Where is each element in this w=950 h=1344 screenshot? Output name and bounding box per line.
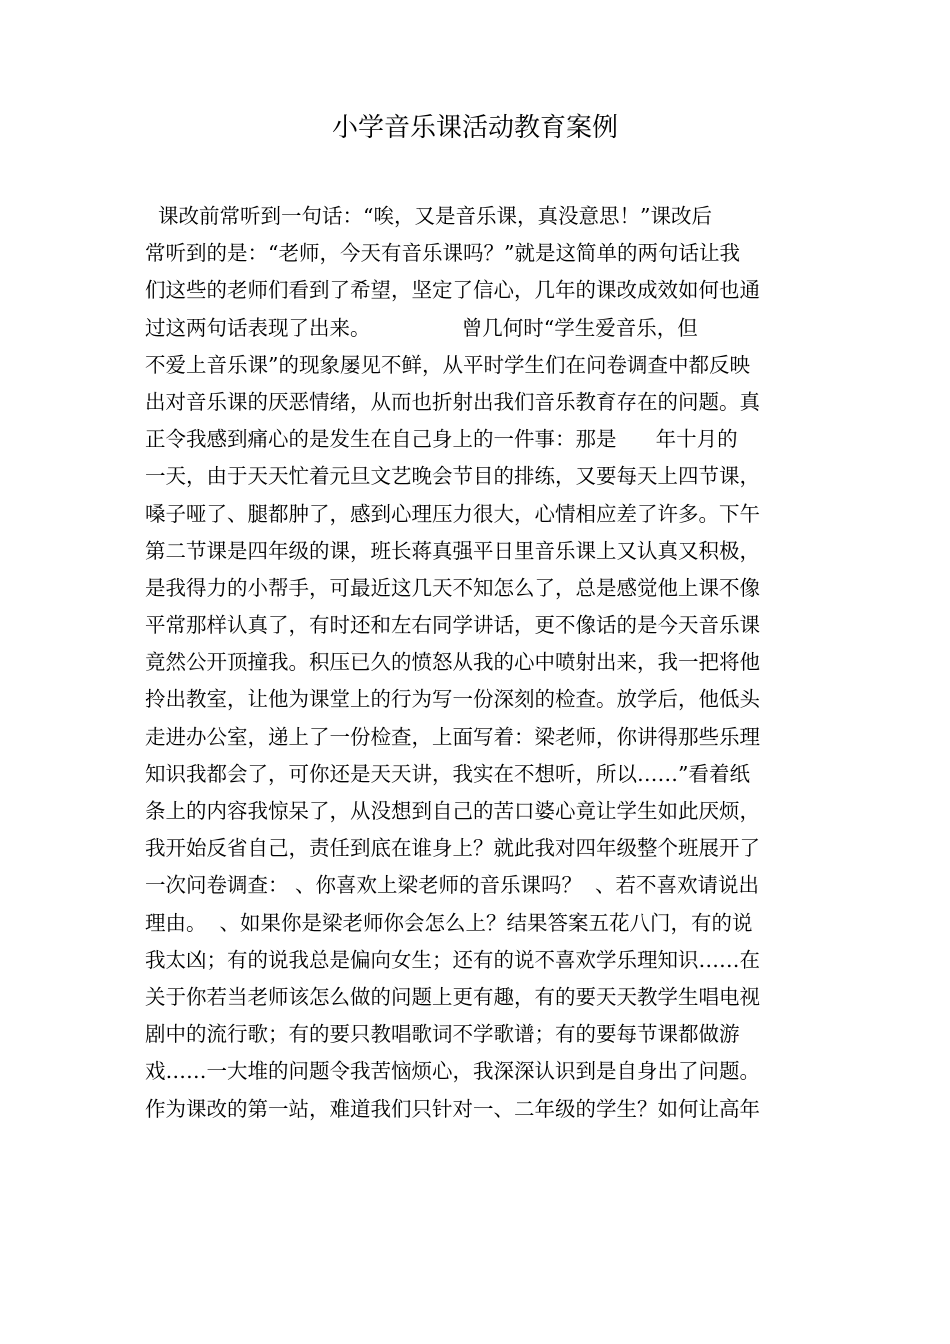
document-title: 小学音乐课活动教育案例 [331, 113, 618, 143]
body-line: 剧中的流行歌；有的要只教唱歌词不学歌谱；有的要每节课都做游 [145, 1022, 740, 1047]
body-line: 走进办公室，递上了一份检查，上面写着：梁老师，你讲得那些乐理 [145, 724, 760, 749]
body-line: 理由。 、如果你是梁老师你会怎么上？结果答案五花八门，有的说 [145, 910, 753, 935]
body-line: 竟然公开顶撞我。积压已久的愤怒从我的心中喷射出来，我一把将他 [145, 650, 760, 675]
body-line: 不爱上音乐课”的现象屡见不鲜，从平时学生们在问卷调查中都反映 [145, 352, 750, 377]
body-line: 正令我感到痛心的是发生在自己身上的一件事：那是 年十月的 [145, 427, 738, 452]
body-line: 戏……一大堆的问题令我苦恼烦心，我深深认识到是自身出了问题。 [145, 1059, 760, 1084]
body-line: 一次问卷调查： 、你喜欢上梁老师的音乐课吗？ 、若不喜欢请说出 [145, 873, 760, 898]
body-line: 出对音乐课的厌恶情绪，从而也折射出我们音乐教育存在的问题。真 [145, 389, 760, 414]
body-line: 常听到的是：“老师，今天有音乐课吗？”就是这简单的两句话让我 [145, 241, 740, 266]
body-line: 第二节课是四年级的课，班长蒋真强平日里音乐课上又认真又积极， [145, 538, 760, 563]
body-line: 我太凶；有的说我总是偏向女生；还有的说不喜欢学乐理知识……在 [145, 947, 760, 972]
body-line: 一天，由于天天忙着元旦文艺晚会节目的排练，又要每天上四节课， [145, 464, 760, 489]
body-line: 我开始反省自己，责任到底在谁身上？就此我对四年级整个班展开了 [145, 836, 760, 861]
body-line: 嗓子哑了、腿都肿了，感到心理压力很大，心情相应差了许多。下午 [145, 501, 760, 526]
body-line: 过这两句话表现了出来。 曾几何时“学生爱音乐，但 [145, 315, 698, 340]
body-line: 拎出教室，让他为课堂上的行为写一份深刻的检查。放学后，他低头 [145, 687, 760, 712]
body-line: 平常那样认真了，有时还和左右同学讲话，更不像话的是今天音乐课 [145, 613, 760, 638]
body-line: 们这些的老师们看到了希望，坚定了信心，几年的课改成效如何也通 [145, 278, 760, 303]
body-line: 知识我都会了，可你还是天天讲，我实在不想听，所以……”看着纸 [145, 761, 750, 786]
document-body [145, 198, 815, 1128]
body-line: 条上的内容我惊呆了，从没想到自己的苦口婆心竟让学生如此厌烦， [145, 799, 760, 823]
body-line: 作为课改的第一站，难道我们只针对一、二年级的学生？如何让高年 [145, 1096, 760, 1121]
body-line: 是我得力的小帮手，可最近这几天不知怎么了，总是感觉他上课不像 [145, 575, 760, 600]
body-line: 课改前常听到一句话：“唉，又是音乐课，真没意思！”课改后 [145, 204, 712, 228]
body-line: 关于你若当老师该怎么做的问题上更有趣，有的要天天教学生唱电视 [145, 984, 760, 1009]
